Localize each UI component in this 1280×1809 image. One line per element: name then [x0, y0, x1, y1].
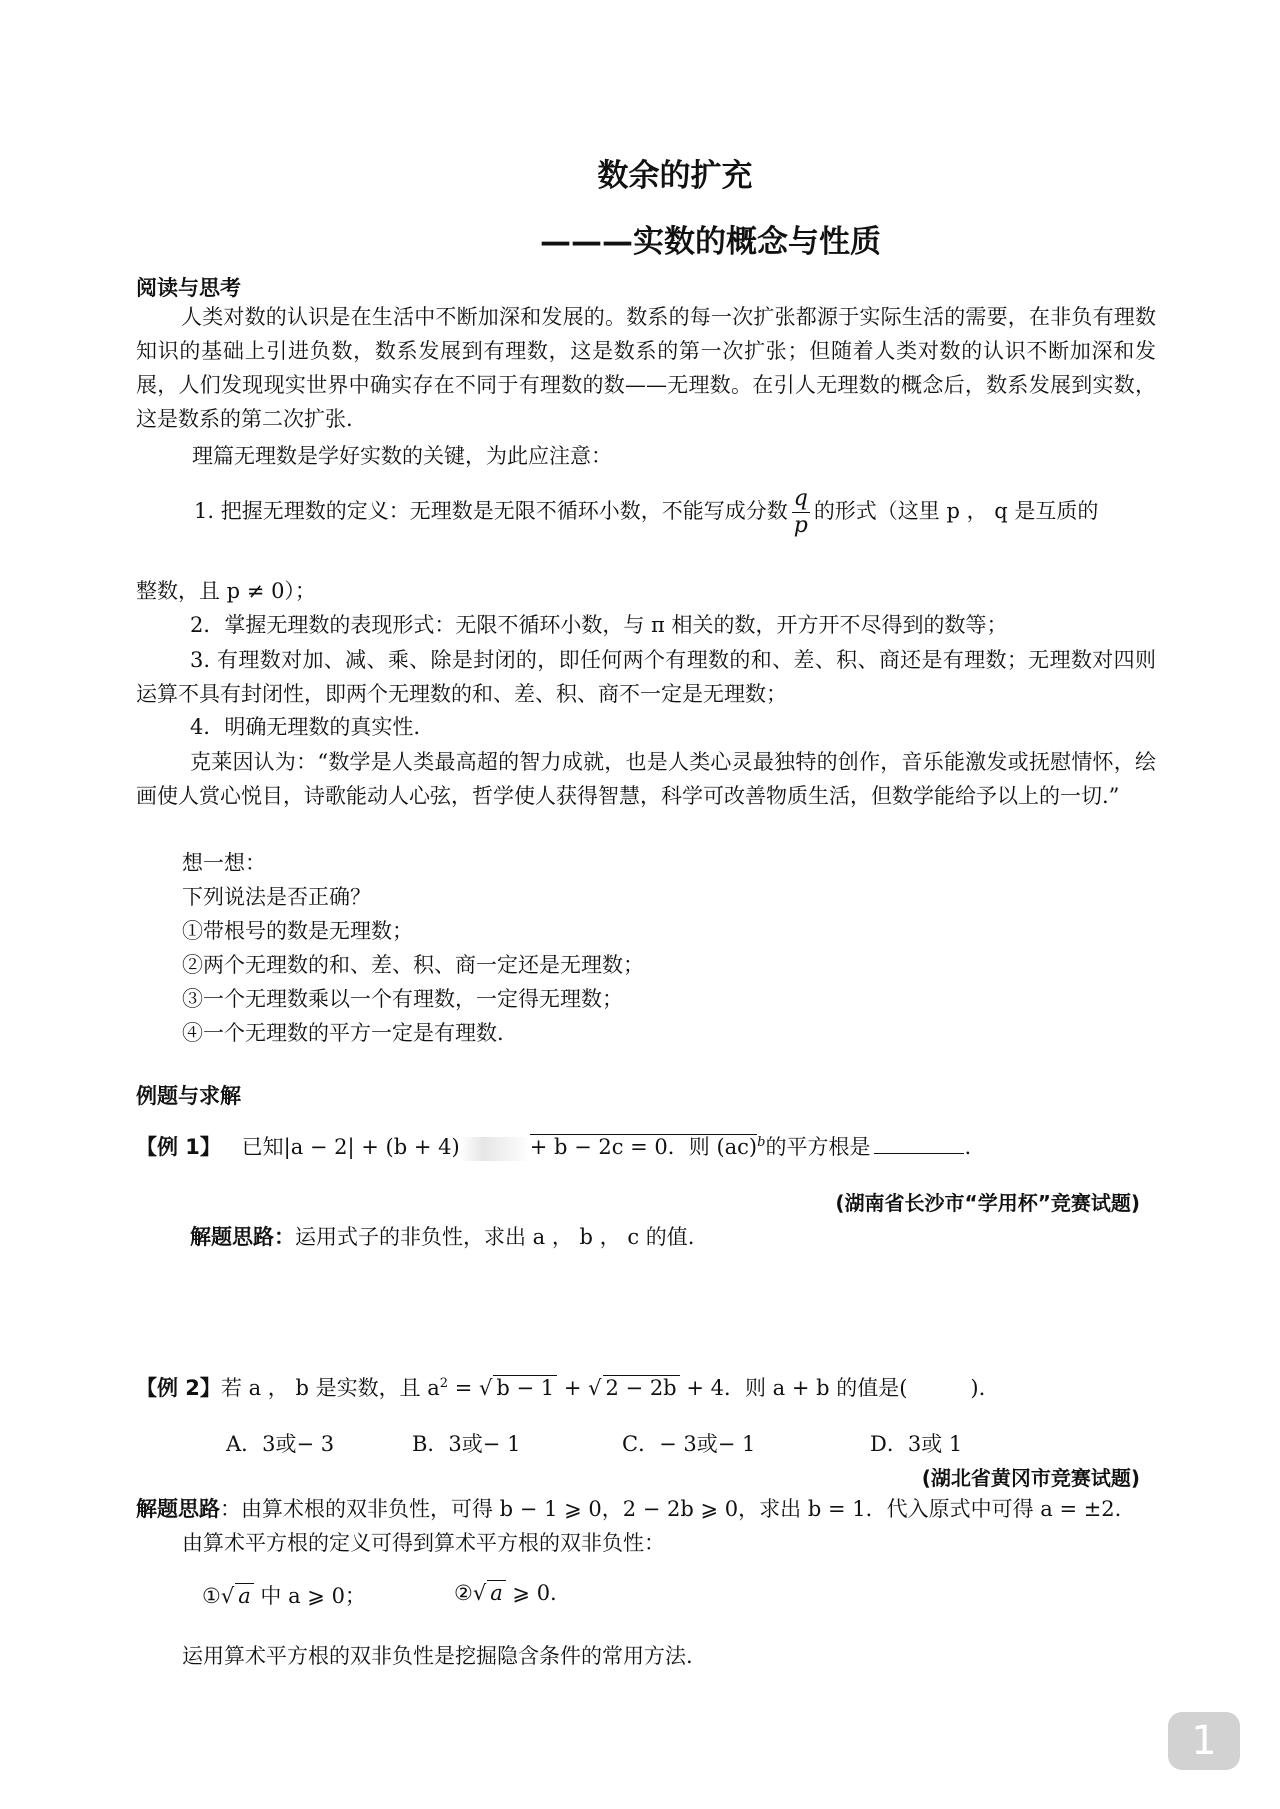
example-2-plus: + — [557, 1376, 589, 1400]
option-a: A．3或− 3 — [226, 1432, 335, 1456]
point-4: 4．明确无理数的真实性. — [190, 715, 421, 739]
example-2-text-b: + 4．则 a + b 的值是( ). — [679, 1376, 986, 1400]
example-1 — [136, 1131, 971, 1161]
property-1-text: 中 a ⩾ 0； — [253, 1584, 366, 1608]
option-c: C．− 3或− 1 — [622, 1432, 756, 1456]
example-1-source: (湖南省长沙市“学用杯”竞赛试题) — [835, 1191, 1140, 1215]
example-2-hint-label: 解题思路 — [136, 1497, 220, 1521]
example-2-hint-text: ：由算术根的双非负性，可得 b − 1 ⩾ 0，2 − 2b ⩾ 0，求出 b = 1．代入原式中可得 a = ±2. — [220, 1497, 1122, 1521]
point-1-after: 的形式（这里 p ， q 是互质的 — [813, 499, 1099, 523]
example-1-hint-label: 解题思路： — [190, 1225, 295, 1249]
think-item-1: ①带根号的数是无理数； — [182, 919, 413, 943]
example-2-equals: = — [448, 1376, 480, 1400]
property-2-text: ⩾ 0. — [505, 1581, 557, 1605]
option-b: B．3或− 1 — [412, 1432, 521, 1456]
example-2-text-a: 若 a ， b 是实数，且 a — [220, 1376, 440, 1400]
fraction-denominator: p — [793, 513, 808, 538]
closing-note: 运用算术平方根的双非负性是挖掘隐含条件的常用方法. — [182, 1644, 693, 1668]
example-2-note: 由算术平方根的定义可得到算术平方根的双非负性： — [182, 1531, 665, 1555]
example-2-root-1: b − 1 — [493, 1375, 557, 1400]
option-d: D．3或 1 — [870, 1432, 963, 1456]
example-1-exponent: b — [757, 1135, 766, 1150]
page-title: 数余的扩充 — [597, 158, 753, 194]
example-2-hint — [136, 1493, 1121, 1523]
example-2-label: 【例 2】 — [136, 1376, 221, 1400]
think-question: 下列说法是否正确？ — [182, 885, 371, 909]
think-item-2: ②两个无理数的和、差、积、商一定还是无理数； — [182, 953, 644, 977]
klein-quote: 克莱因认为：“数学是人类最高超的智力成就，也是人类心灵最独特的创作，音乐能激发或抚慰情怀，绘画使人赏心悦目，诗歌能动人心弦，哲学使人获得智慧，科学可改善物质生活，但数学能给予以上的一切.” — [136, 750, 1156, 808]
think-item-4: ④一个无理数的平方一定是有理数. — [182, 1021, 504, 1045]
fraction-q-over-p — [792, 486, 810, 539]
example-1-text-a: 已知|a − 2| + (b + 4) — [241, 1135, 460, 1159]
example-1-hint-text: 运用式子的非负性，求出 a ， b ， c 的值. — [295, 1225, 695, 1249]
example-2-root-2: 2 − 2b — [603, 1375, 680, 1400]
property-1: ①√ a 中 a ⩾ 0； — [202, 1584, 366, 1608]
example-1-text-b: + b − 2c = 0．则 (ac) — [529, 1135, 758, 1159]
example-2-exponent: 2 — [439, 1376, 449, 1391]
note-intro: 理篇无理数是学好实数的关键，为此应注意： — [192, 444, 612, 468]
fraction-numerator: q — [793, 486, 808, 511]
example-2: 【例 2】若 a ， b 是实数，且 $a^2$ = √ b − 1 + √ 2 − 2b + 4．则 a + b 的值是( ). — [136, 1376, 986, 1400]
point-1 — [194, 486, 1098, 539]
example-2-source: (湖北省黄冈市竞赛试题) — [921, 1466, 1140, 1490]
blurred-region — [460, 1137, 530, 1161]
property-2-root: a — [487, 1580, 506, 1605]
point-2: 2．掌握无理数的表现形式：无限不循环小数，与 π 相关的数，开方开不尽得到的数等； — [190, 613, 1008, 637]
example-1-hint — [190, 1221, 694, 1251]
answer-blank — [874, 1153, 964, 1154]
intro-paragraph: 人类对数的认识是在生活中不断加深和发展的。数系的每一次扩张都源于实际生活的需要，在非负有理数知识的基础上引进负数，数系发展到有理数，这是数系的第一次扩张；但随着人类对数的认识不断加深和发展，人们发现现实世界中确实存在不同于有理数的数——无理数。在引人无理数的概念后，数系发展到实数，这是数系的第二次扩张. — [136, 305, 1156, 431]
section-heading-reading: 阅读与思考 — [136, 276, 241, 300]
section-heading-examples: 例题与求解 — [136, 1084, 241, 1108]
example-1-label: 【例 1】 — [136, 1135, 221, 1159]
point-1-before: 1. 把握无理数的定义：无理数是无限不循环小数，不能写成分数 — [194, 499, 788, 523]
example-1-text-end: . — [964, 1135, 972, 1159]
page-subtitle: ———实数的概念与性质 — [540, 224, 881, 260]
think-item-3: ③一个无理数乘以一个有理数，一定得无理数； — [182, 987, 623, 1011]
point-3: 3. 有理数对加、减、乘、除是封闭的，即任何两个有理数的和、差、积、商还是有理数；无理数对四则运算不具有封闭性，即两个无理数的和、差、积、商不一定是无理数； — [136, 648, 1156, 706]
property-2-marker: ② — [454, 1581, 473, 1605]
property-2: ②√ a ⩾ 0. — [454, 1581, 557, 1605]
example-1-text-c: 的平方根是 — [765, 1135, 871, 1159]
point-1-line2: 整数，且 p ≠ 0）； — [136, 579, 316, 603]
property-1-marker: ① — [202, 1584, 221, 1608]
property-1-root: a — [235, 1583, 254, 1608]
think-title: 想一想： — [182, 851, 266, 875]
page-number-badge[interactable]: 1 — [1168, 1712, 1240, 1770]
